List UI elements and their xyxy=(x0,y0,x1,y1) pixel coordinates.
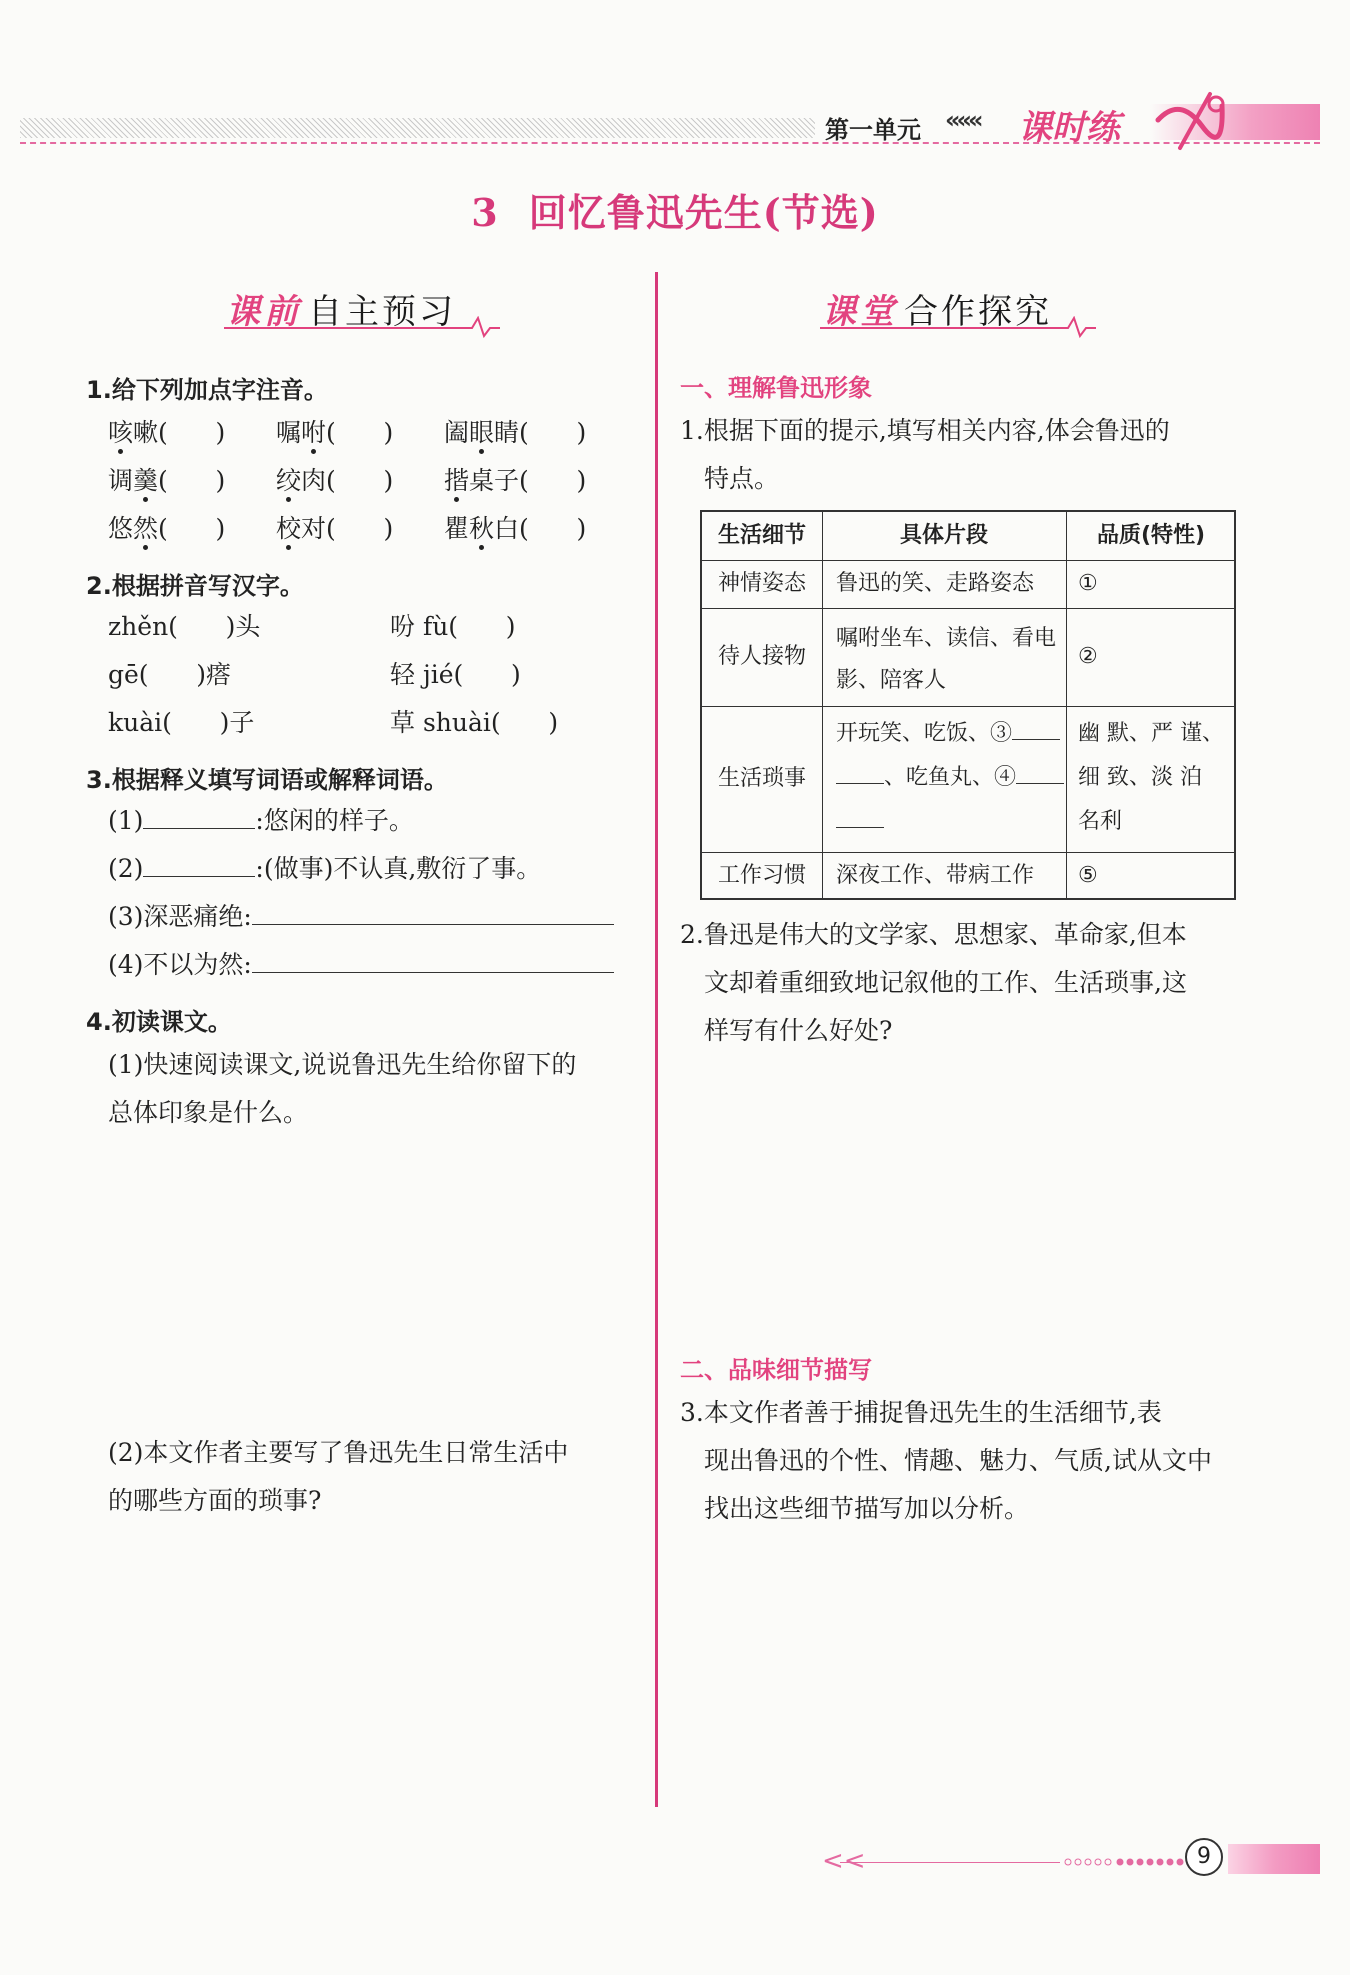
q1-item-6: 揩桌子( ) xyxy=(444,466,587,495)
r-q2-line3: 样写有什么好处? xyxy=(704,1016,893,1045)
q3-label: 3.根据释义填写词语或解释词语。 xyxy=(86,766,448,794)
table-cell-quality-2[interactable]: ② xyxy=(1078,644,1098,669)
q1-item-4: 调羹( ) xyxy=(108,466,226,495)
q4-label: 4.初读课文。 xyxy=(86,1008,232,1036)
r-q3-line3: 找出这些细节描写加以分析。 xyxy=(704,1494,1030,1523)
page-number: 9 xyxy=(1185,1838,1223,1876)
blank-4-tail[interactable] xyxy=(836,805,884,828)
table-cell-fragment-1: 鲁迅的笑、走路姿态 xyxy=(836,571,1035,596)
table-cell-detail-4: 工作习惯 xyxy=(717,863,806,888)
banner-class-pink: 课堂 xyxy=(822,292,898,332)
q2-label: 2.根据拼音写汉字。 xyxy=(86,572,304,600)
blank-3[interactable] xyxy=(1012,717,1060,740)
lesson-title xyxy=(0,182,1350,237)
q4-p2-line2: 的哪些方面的琐事? xyxy=(108,1486,322,1515)
q4-p1-line1: (1)快速阅读课文,说说鲁迅先生给你留下的 xyxy=(108,1050,577,1079)
q2-item-4: 轻 jié( ) xyxy=(390,660,521,689)
r-q3-line1: 3.本文作者善于捕捉鲁迅先生的生活细节,表 xyxy=(680,1398,1162,1427)
table-cell-detail-1: 神情姿态 xyxy=(717,571,806,596)
footer-dots-icon xyxy=(1062,1852,1186,1872)
q1-item-2: 嘱咐( ) xyxy=(276,418,394,447)
q2-item-5: kuài( )子 xyxy=(108,708,255,737)
footer-pink-band xyxy=(1228,1844,1320,1874)
q1-item-7: 悠然( ) xyxy=(108,514,226,543)
table-header-fragment: 具体片段 xyxy=(899,523,988,548)
q3-item-4: (4)不以为然: xyxy=(108,950,614,980)
lesson-number: 3 xyxy=(471,190,499,235)
brand-label: 课时练 xyxy=(1018,108,1120,148)
q1-item-1: 咳嗽( ) xyxy=(108,418,226,447)
chevron-icon: ««« xyxy=(945,106,980,134)
banner-preview-pink: 课前 xyxy=(226,292,302,332)
q3-item-1: (1) :悠闲的样子。 xyxy=(108,806,414,835)
footer-rule xyxy=(840,1862,1060,1863)
q3-blank-4[interactable] xyxy=(252,950,614,973)
lesson-title-text: 回忆鲁迅先生(节选) xyxy=(528,190,879,235)
blank-4[interactable] xyxy=(1016,761,1064,784)
unit-label: 第一单元 xyxy=(825,116,921,144)
q1-item-5: 绞肉( ) xyxy=(276,466,394,495)
banner-preview-text: 自主预习 xyxy=(308,292,456,332)
table-cell-quality-4[interactable]: ⑤ xyxy=(1078,863,1098,888)
banner-class-underline xyxy=(818,316,1098,340)
table-cell-fragment-2: 嘱咐坐车、读信、看电 影、陪客人 xyxy=(836,626,1057,693)
q4-p1-line2: 总体印象是什么。 xyxy=(108,1098,309,1127)
table-header-detail: 生活细节 xyxy=(717,523,806,548)
q1-label: 1.给下列加点字注音。 xyxy=(86,376,328,404)
q1-item-9: 瞿秋白( ) xyxy=(444,514,587,543)
r-q3-line2: 现出鲁迅的个性、情趣、魅力、气质,试从文中 xyxy=(704,1446,1212,1475)
q2-item-2: 吩 fù( ) xyxy=(390,612,516,641)
q3-blank-2[interactable] xyxy=(143,854,255,877)
table-cell-detail-2: 待人接物 xyxy=(717,644,806,669)
q1-item-3: 阖眼睛( ) xyxy=(444,418,587,447)
r-q2-line1: 2.鲁迅是伟大的文学家、思想家、革命家,但本 xyxy=(680,920,1187,949)
table-cell-fragment-3: 开玩笑、吃饭、③ 、吃鱼丸、④ xyxy=(836,712,1066,844)
table-cell-detail-3: 生活琐事 xyxy=(717,766,806,791)
detail-table xyxy=(700,510,1236,900)
q2-item-1: zhěn( )头 xyxy=(108,612,261,641)
header-stripe xyxy=(20,118,815,138)
q1-item-8: 校对( ) xyxy=(276,514,394,543)
q4-p2-line1: (2)本文作者主要写了鲁迅先生日常生活中 xyxy=(108,1438,569,1467)
r-q2-line2: 文却着重细致地记叙他的工作、生活琐事,这 xyxy=(704,968,1187,997)
q3-item-2: (2) :(做事)不认真,敷衍了事。 xyxy=(108,854,542,883)
q2-item-6: 草 shuài( ) xyxy=(390,708,559,737)
section-1-title: 一、理解鲁迅形象 xyxy=(680,374,872,402)
blank-4-lead[interactable] xyxy=(836,761,884,784)
banner-preview-underline xyxy=(222,316,502,340)
banner-class-text: 合作探究 xyxy=(904,292,1052,332)
table-header-quality: 品质(特性) xyxy=(1096,523,1206,548)
section-2-title: 二、品味细节描写 xyxy=(680,1356,872,1384)
table-cell-fragment-4: 深夜工作、带病工作 xyxy=(836,863,1035,888)
r-q1-line2: 特点。 xyxy=(704,464,780,493)
table-cell-quality-3: 幽 默、严 谨、 细 致、淡 泊 名利 xyxy=(1078,721,1224,834)
column-divider xyxy=(655,272,658,1807)
q3-item-3: (3)深恶痛绝: xyxy=(108,902,614,932)
brand-swoosh-icon xyxy=(1150,86,1230,156)
r-q1-line1: 1.根据下面的提示,填写相关内容,体会鲁迅的 xyxy=(680,416,1170,445)
header-dashed-rule xyxy=(20,142,1320,144)
footer-arrow-icon: << xyxy=(822,1846,866,1876)
table-cell-quality-1[interactable]: ① xyxy=(1078,571,1098,596)
q2-item-3: gē( )瘩 xyxy=(108,660,232,689)
q3-blank-3[interactable] xyxy=(252,902,614,925)
q3-blank-1[interactable] xyxy=(143,806,255,829)
